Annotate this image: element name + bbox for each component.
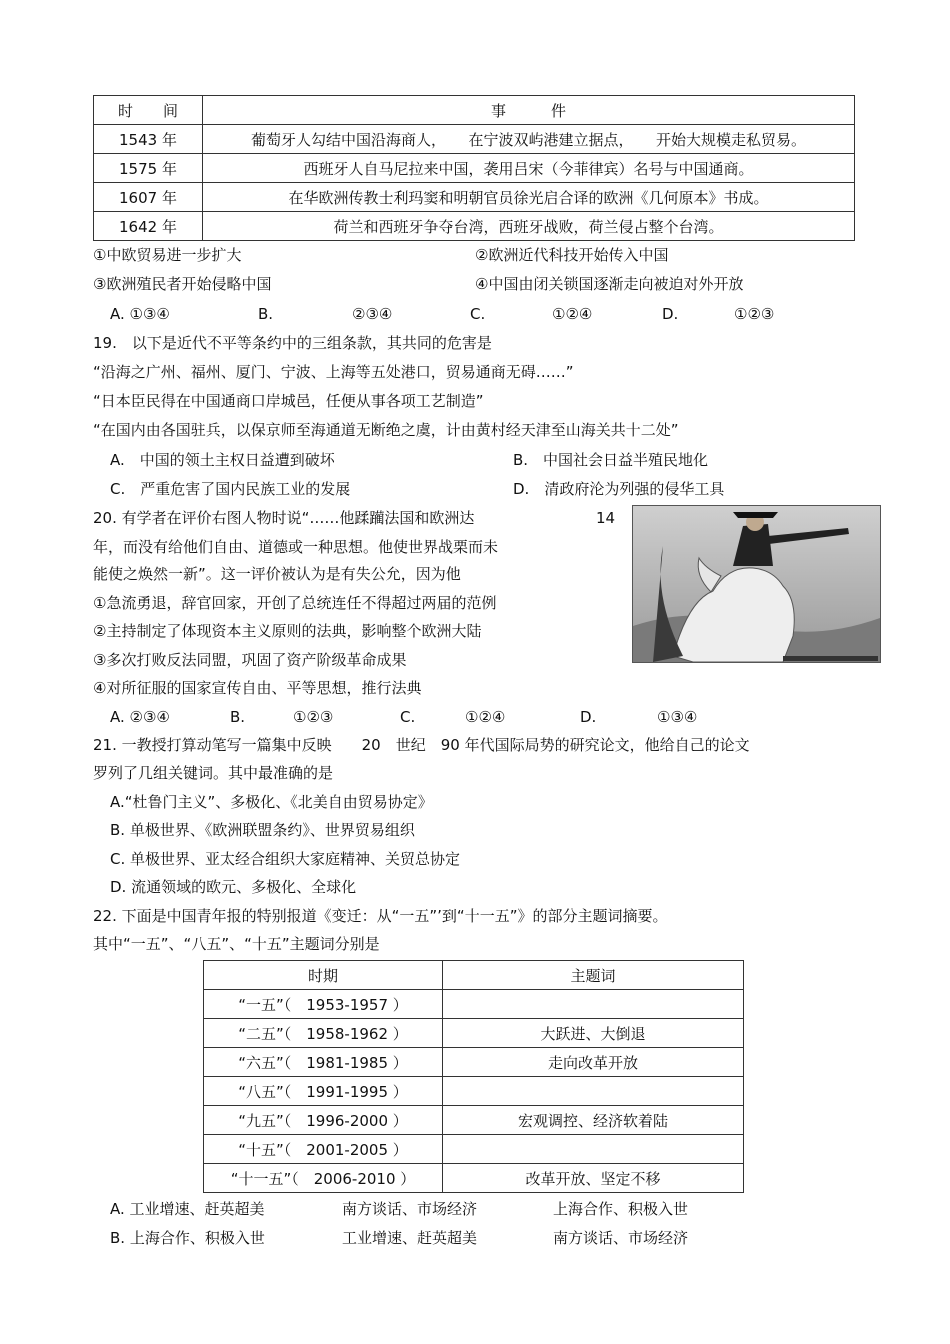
q22-option-a-part2: 南方谈话、市场经济 xyxy=(342,1200,478,1218)
header-time: 时 间 xyxy=(94,96,203,125)
q20-item: ④对所征服的国家宣传自由、平等思想，推行法典 xyxy=(93,679,422,697)
q22-option-b-part3: 南方谈话、市场经济 xyxy=(553,1229,689,1247)
row-keyword xyxy=(443,1135,744,1164)
q19-quote: “沿海之广州、福州、厦门、宁波、上海等五处港口，贸易通商无碍……” xyxy=(93,363,574,381)
q18-item-4: ④中国由闭关锁国逐渐走向被迫对外开放 xyxy=(475,275,744,293)
q21-option-d: D. 流通领域的欧元、多极化、全球化 xyxy=(110,878,357,896)
table-row xyxy=(204,1077,744,1106)
table-row xyxy=(94,212,855,241)
table-row xyxy=(204,1048,744,1077)
row-time: 1607 年 xyxy=(94,183,203,212)
table-header-row xyxy=(94,96,855,125)
q22-option-a-part3: 上海合作、积极入世 xyxy=(553,1200,689,1218)
q20-stem-line: 20. 有学者在评价右图人物时说“……他蹂躏法国和欧洲达 xyxy=(93,509,475,527)
row-keyword: 改革开放、坚定不移 xyxy=(443,1164,744,1193)
q18-item-3: ③欧洲殖民者开始侵略中国 xyxy=(93,275,272,293)
row-event: 荷兰和西班牙争夺台湾，西班牙战败，荷兰侵占整个台湾。 xyxy=(203,212,855,241)
q22-option-b: B. 上海合作、积极入世 xyxy=(110,1229,265,1247)
row-event: 西班牙人自马尼拉来中国，袭用吕宋（今菲律宾）名号与中国通商。 xyxy=(203,154,855,183)
table-row xyxy=(94,183,855,212)
row-event: 葡萄牙人勾结中国沿海商人， 在宁波双屿港建立据点， 开始大规模走私贸易。 xyxy=(203,125,855,154)
table-header-row xyxy=(204,961,744,990)
table-row xyxy=(204,1106,744,1135)
row-period: “一五”（ 1953-1957 ） xyxy=(204,990,443,1019)
q19-option-d: D. 清政府沦为列强的侵华工具 xyxy=(513,480,725,498)
q20-stem-number: 14 xyxy=(596,509,616,527)
q20-option-b-text: ①②③ xyxy=(293,708,334,726)
q21-option-a: A.“杜鲁门主义”、多极化、《北美自由贸易协定》 xyxy=(110,793,433,811)
row-period: “九五”（ 1996-2000 ） xyxy=(204,1106,443,1135)
row-time: 1575 年 xyxy=(94,154,203,183)
q20-stem-line: 年，而没有给他们自由、道德或一种思想。他使世界战栗而未 xyxy=(93,538,499,556)
events-table xyxy=(93,95,855,241)
q20-option-c-text: ①②④ xyxy=(465,708,506,726)
q20-item: ②主持制定了体现资本主义原则的法典，影响整个欧洲大陆 xyxy=(93,622,482,640)
q20-stem-line: 能使之焕然一新”。这一评价被认为是有失公允，因为他 xyxy=(93,565,461,583)
q18-option-d-label: D. xyxy=(662,305,679,323)
row-period: “八五”（ 1991-1995 ） xyxy=(204,1077,443,1106)
q19-quote: “在国内由各国驻兵，以保京师至海通道无断绝之虞，计由黄村经天津至山海关共十二处” xyxy=(93,421,679,439)
header-event: 事 件 xyxy=(203,96,855,125)
q20-option-d-text: ①③④ xyxy=(657,708,698,726)
table-row xyxy=(204,990,744,1019)
q18-option-c-text: ①②④ xyxy=(552,305,593,323)
q21-option-b: B. 单极世界、《欧洲联盟条约》、世界贸易组织 xyxy=(110,821,415,839)
q19-quote: “日本臣民得在中国通商口岸城邑，任便从事各项工艺制造” xyxy=(93,392,484,410)
row-period: “十五”（ 2001-2005 ） xyxy=(204,1135,443,1164)
q21-stem-line: 21. 一教授打算动笔写一篇集中反映 20 世纪 90 年代国际局势的研究论文，他给自己的论文 xyxy=(93,736,750,754)
q21-option-c: C. 单极世界、亚太经合组织大家庭精神、关贸总协定 xyxy=(110,850,461,868)
row-time: 1543 年 xyxy=(94,125,203,154)
table-row xyxy=(204,1019,744,1048)
row-keyword: 宏观调控、经济软着陆 xyxy=(443,1106,744,1135)
q18-option-b-label: B. xyxy=(258,305,274,323)
row-event: 在华欧洲传教士利玛窦和明朝官员徐光启合译的欧洲《几何原本》书成。 xyxy=(203,183,855,212)
header-period: 时期 xyxy=(204,961,443,990)
q20-option-c-label: C. xyxy=(400,708,416,726)
q20-item: ③多次打败反法同盟，巩固了资产阶级革命成果 xyxy=(93,651,407,669)
row-keyword xyxy=(443,990,744,1019)
header-keyword: 主题词 xyxy=(443,961,744,990)
q20-item: ①急流勇退，辞官回家，开创了总统连任不得超过两届的范例 xyxy=(93,594,497,612)
napoleon-portrait-image xyxy=(632,505,881,663)
row-keyword xyxy=(443,1077,744,1106)
table-row xyxy=(94,154,855,183)
q22-stem-line: 其中“一五”、“八五”、“十五”主题词分别是 xyxy=(93,935,380,953)
row-time: 1642 年 xyxy=(94,212,203,241)
napoleon-illustration xyxy=(633,506,880,662)
table-row xyxy=(94,125,855,154)
q20-option-d-label: D. xyxy=(580,708,597,726)
q18-option-a: A. ①③④ xyxy=(110,305,170,323)
q22-option-b-part2: 工业增速、赶英超美 xyxy=(342,1229,478,1247)
q18-option-c-label: C. xyxy=(470,305,486,323)
row-keyword: 大跃进、大倒退 xyxy=(443,1019,744,1048)
row-period: “六五”（ 1981-1985 ） xyxy=(204,1048,443,1077)
q18-option-d-text: ①②③ xyxy=(734,305,775,323)
table-row xyxy=(204,1135,744,1164)
q18-item-2: ②欧洲近代科技开始传入中国 xyxy=(475,246,669,264)
q19-option-c: C. 严重危害了国内民族工业的发展 xyxy=(110,480,351,498)
q21-stem-line: 罗列了几组关键词。其中最准确的是 xyxy=(93,764,334,782)
q20-option-b-label: B. xyxy=(230,708,246,726)
table-row xyxy=(204,1164,744,1193)
five-year-plan-table xyxy=(203,960,744,1193)
q19-option-b: B. 中国社会日益半殖民地化 xyxy=(513,451,709,469)
row-period: “十一五”（ 2006-2010 ） xyxy=(204,1164,443,1193)
row-period: “二五”（ 1958-1962 ） xyxy=(204,1019,443,1048)
q22-stem-line: 22. 下面是中国青年报的特别报道《变迁：从“一五”’到“十一五”》的部分主题词摘要。 xyxy=(93,907,668,925)
row-keyword: 走向改革开放 xyxy=(443,1048,744,1077)
q20-option-a: A. ②③④ xyxy=(110,708,170,726)
q19-option-a: A. 中国的领土主权日益遭到破坏 xyxy=(110,451,335,469)
q22-option-a: A. 工业增速、赶英超美 xyxy=(110,1200,265,1218)
q18-item-1: ①中欧贸易进一步扩大 xyxy=(93,246,242,264)
q18-option-b-text: ②③④ xyxy=(352,305,393,323)
q19-stem: 19. 以下是近代不平等条约中的三组条款，其共同的危害是 xyxy=(93,334,492,352)
